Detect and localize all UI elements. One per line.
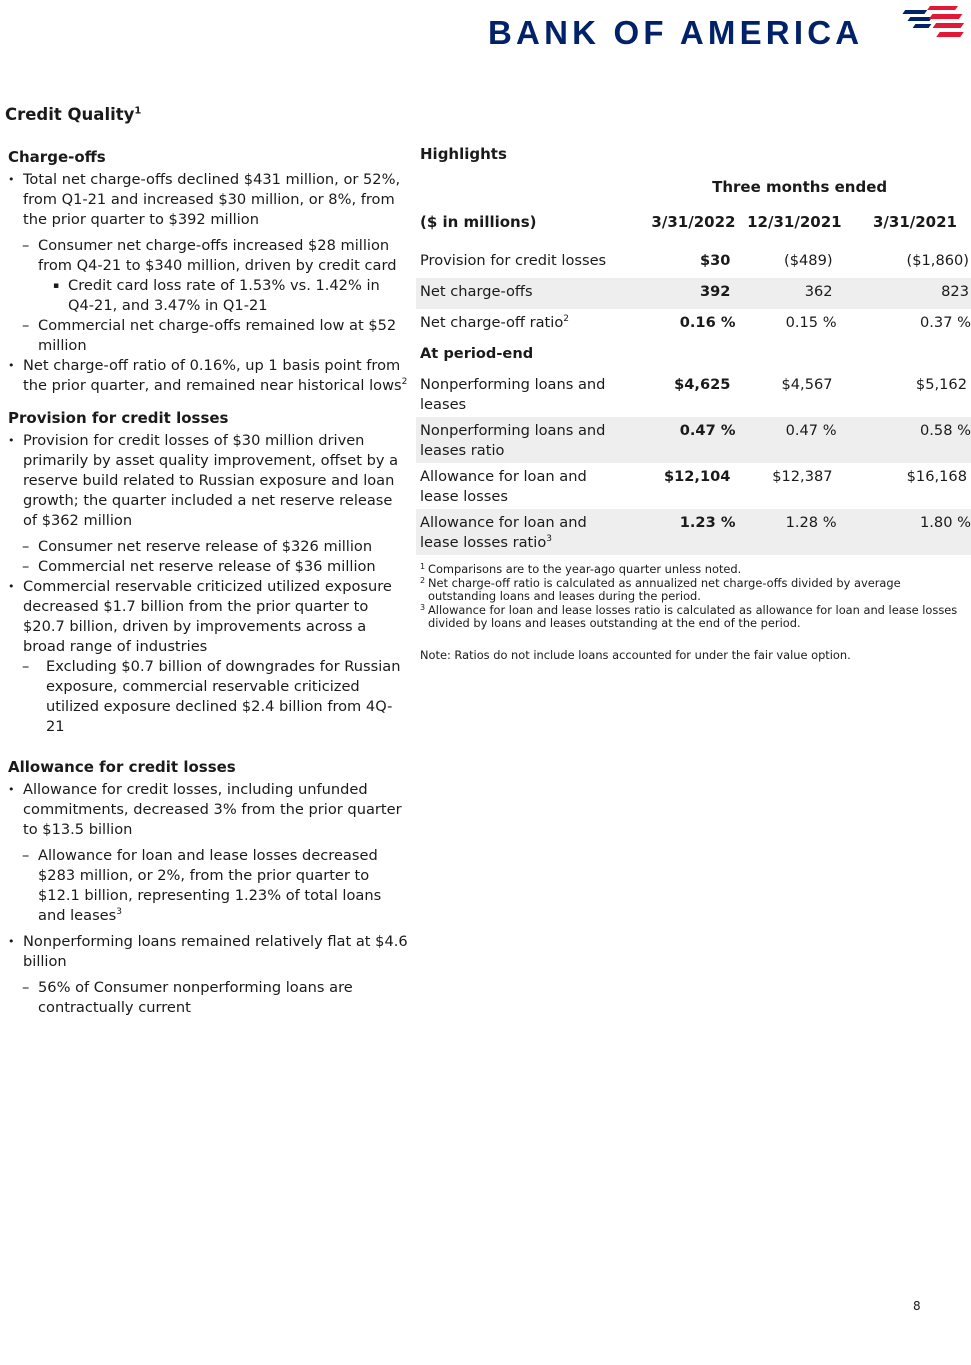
- bullet: [8, 356, 408, 396]
- cell-value: ($489): [784, 252, 833, 269]
- sub-bullet: – Commercial net charge-offs remained low at $52 million: [8, 316, 408, 356]
- footnote-text: Comparisons are to the year-ago quarter unless noted.: [428, 562, 742, 576]
- cell-value: 1.28 %: [738, 509, 844, 555]
- cell-value: $4,625: [674, 376, 731, 393]
- table-group-header-row: [416, 169, 971, 204]
- sub-bullet: – Consumer net reserve release of $326 million: [8, 537, 408, 557]
- footnote-ref: 2: [563, 314, 569, 325]
- cell-value: $12,104: [663, 468, 731, 485]
- cell-value: 362: [738, 278, 844, 309]
- row-label: Provision for credit losses: [420, 252, 607, 269]
- cell-value: 0.47 %: [627, 417, 738, 463]
- bank-of-america-logo: [486, 6, 966, 52]
- footnotes: [420, 563, 971, 662]
- cell-value: 392: [627, 278, 738, 309]
- highlights-heading: Highlights: [420, 145, 507, 163]
- row-label: Nonperforming loans and leases ratio: [416, 417, 627, 463]
- commentary-column: [8, 145, 408, 1018]
- row-label-text: Allowance for loan and lease losses ratio: [420, 514, 587, 551]
- sub-bullet: – Consumer net charge-offs increased $28 million from Q4-21 to $340 million, driven by credit card: [8, 236, 408, 276]
- section-label: At period-end: [420, 345, 534, 362]
- footnote-text: Net charge-off ratio is calculated as annualized net charge-offs divided by average outstanding loans and leases during the period.: [428, 575, 901, 603]
- row-label: [416, 309, 627, 340]
- bullet: • Commercial reservable criticized utilized exposure decreased $1.7 billion from the prior quarter to $20.7 billion, driven by improvements across a broad range of industries: [8, 577, 408, 657]
- cell-value: 0.37 %: [920, 314, 971, 331]
- cell-value: 0.15 %: [785, 314, 837, 331]
- cell-value: 823: [845, 278, 971, 309]
- table-row: [416, 509, 971, 555]
- page-number: 8: [913, 1299, 921, 1313]
- sub-bullet: – 56% of Consumer nonperforming loans are contractually current: [8, 978, 408, 1018]
- provision-list: [8, 431, 408, 737]
- charge-offs-list: [8, 170, 408, 396]
- unit-label: ($ in millions): [420, 213, 537, 231]
- footnote-ref: 3: [116, 907, 122, 918]
- table-row: [416, 309, 971, 340]
- table-row: [416, 417, 971, 463]
- row-label: Net charge-offs: [416, 278, 627, 309]
- column-header: 3/31/2022: [651, 213, 736, 231]
- cell-value: ($1,860): [906, 252, 969, 269]
- cell-value: $5,162: [915, 376, 967, 393]
- cell-value: $16,168: [906, 468, 967, 485]
- cell-value: 0.58 %: [845, 417, 971, 463]
- group-header: Three months ended: [712, 178, 888, 196]
- column-header: 3/31/2021: [872, 213, 957, 231]
- bullet: • Allowance for credit losses, including unfunded commitments, decreased 3% from the prior quarter to $13.5 billion: [8, 780, 408, 840]
- fair-value-note: Note: Ratios do not include loans accounted for under the fair value option.: [420, 647, 851, 662]
- table-row: [416, 371, 971, 417]
- sub-bullet: – Excluding $0.7 billion of downgrades for Russian exposure, commercial reservable criticized utilized exposure declined $2.4 billion from 4Q-21: [8, 657, 408, 737]
- row-label: Nonperforming loans and leases: [420, 376, 606, 413]
- cell-value: 0.16 %: [679, 314, 736, 331]
- logo-wordmark: BANK OF AMERICA: [488, 14, 864, 51]
- cell-value: 1.23 %: [627, 509, 738, 555]
- cell-value: $30: [699, 252, 731, 269]
- sub-bullet: [8, 846, 408, 926]
- table-row: [416, 463, 971, 509]
- column-header: 12/31/2021: [747, 213, 842, 231]
- bullet-text: Net charge-off ratio of 0.16%, up 1 basis point from the prior quarter, and remained near historical lows: [23, 357, 402, 394]
- cell-value: $12,387: [772, 468, 833, 485]
- section-heading-charge-offs: Charge-offs: [8, 148, 106, 166]
- section-heading-allowance: Allowance for credit losses: [8, 758, 236, 776]
- highlights-panel: [416, 145, 971, 662]
- sub-bullet: – Commercial net reserve release of $36 million: [8, 557, 408, 577]
- bullet: • Nonperforming loans remained relatively flat at $4.6 billion: [8, 932, 408, 972]
- table-header-row: [416, 204, 971, 239]
- flag-icon: [878, 6, 964, 52]
- row-label: Allowance for loan and lease losses: [420, 468, 587, 505]
- table-row: [416, 278, 971, 309]
- bullet: • Provision for credit losses of $30 million driven primarily by asset quality improvement, offset by a reserve build related to Russian exposure and loan growth; the quarter included a net reserve release of $362 million: [8, 431, 408, 531]
- cell-value: $4,567: [781, 376, 833, 393]
- cell-value: 1.80 %: [845, 509, 971, 555]
- footnote-ref: 2: [401, 377, 408, 388]
- footnote-ref: 1: [134, 105, 142, 117]
- cell-value: 0.47 %: [738, 417, 844, 463]
- footnote: 2 Net charge-off ratio is calculated as annualized net charge-offs divided by average outstanding loans and leases during the period.: [420, 575, 901, 603]
- highlights-table: [416, 169, 971, 555]
- footnote: 3 Allowance for loan and lease losses ratio is calculated as allowance for loan and lease losses divided by loans and leases outstanding at the end of the period.: [420, 602, 958, 630]
- page-title: [5, 105, 141, 124]
- footnote-text: Allowance for loan and lease losses ratio is calculated as allowance for loan and lease losses divided by loans and leases outstanding at the end of the period.: [428, 602, 958, 630]
- footnote: 1 Comparisons are to the year-ago quarter unless noted.: [420, 562, 742, 576]
- row-label: [416, 509, 627, 555]
- sub-sub-bullet: ▪ Credit card loss rate of 1.53% vs. 1.42% in Q4-21, and 3.47% in Q1-21: [8, 276, 408, 316]
- table-section-row: [416, 340, 971, 371]
- section-heading-provision: Provision for credit losses: [8, 409, 229, 427]
- row-label-text: Net charge-off ratio: [420, 314, 564, 331]
- bullet-text: Allowance for loan and lease losses decreased $283 million, or 2%, from the prior quarter to $12.1 billion, representing 1.23% of total loans and leases: [38, 847, 382, 924]
- bullet: • Total net charge-offs declined $431 million, or 52%, from Q1-21 and increased $30 million, or 8%, from the prior quarter to $392 million: [8, 170, 408, 230]
- allowance-list: [8, 780, 408, 1018]
- page-title-text: Credit Quality: [5, 105, 135, 124]
- footnote-ref: 3: [546, 534, 552, 545]
- table-row: [416, 247, 971, 278]
